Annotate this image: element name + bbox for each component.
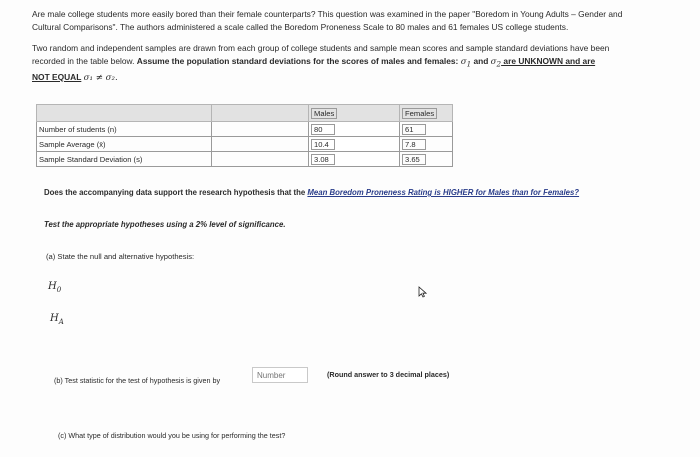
males-value bbox=[309, 137, 400, 152]
males-sd: 3.08 bbox=[311, 154, 335, 165]
females-mean: 7.8 bbox=[402, 139, 426, 150]
sigma-2 bbox=[491, 57, 501, 67]
not-equal-expression: σ₁ ≠ σ₂. bbox=[83, 72, 118, 83]
sigma-1 bbox=[461, 57, 471, 67]
males-header-label: Males bbox=[311, 108, 337, 119]
males-n: 80 bbox=[311, 124, 335, 135]
research-question-prefix: Does the accompanying data support the research hypothesis that the bbox=[44, 188, 308, 197]
table-row bbox=[37, 122, 453, 137]
row-label: Sample Average (x̄) bbox=[37, 137, 212, 152]
table-spacer-cell bbox=[212, 137, 309, 152]
table-row bbox=[37, 152, 453, 167]
females-header-label: Females bbox=[402, 108, 437, 119]
part-a-label: (a) State the null and alternative hypothesis: bbox=[46, 252, 195, 261]
null-hypothesis[interactable] bbox=[48, 281, 61, 294]
males-value bbox=[309, 152, 400, 167]
sigma-1-sub: 1 bbox=[466, 59, 472, 69]
alternative-hypothesis[interactable] bbox=[50, 313, 64, 326]
table-header-spacer bbox=[212, 105, 309, 122]
row-label: Sample Standard Deviation (s) bbox=[37, 152, 212, 167]
alternative-hypothesis-sub: A bbox=[58, 318, 64, 326]
females-value bbox=[400, 137, 453, 152]
unknown-text: are UNKNOWN and are bbox=[501, 55, 596, 66]
assumption-text: Assume the population standard deviations for the scores of males and females: bbox=[136, 55, 461, 66]
null-hypothesis-sub: 0 bbox=[56, 286, 62, 294]
females-value bbox=[400, 152, 453, 167]
sigma-2-sub: 2 bbox=[496, 59, 502, 69]
table-spacer-cell bbox=[212, 122, 309, 137]
problem-intro bbox=[32, 8, 642, 84]
null-hypothesis-symbol: H bbox=[48, 281, 57, 292]
research-question bbox=[44, 188, 579, 197]
part-c-label: (c) What type of distribution would you be using for performing the test? bbox=[58, 431, 286, 440]
males-mean: 10.4 bbox=[311, 139, 335, 150]
table-header-males bbox=[309, 105, 400, 122]
sigma-1-symbol: σ bbox=[460, 56, 467, 67]
females-value bbox=[400, 122, 453, 137]
table-row bbox=[37, 137, 453, 152]
table-spacer-cell bbox=[212, 152, 309, 167]
rounding-hint: (Round answer to 3 decimal places) bbox=[327, 370, 450, 379]
research-question-hypothesis: Mean Boredom Proneness Rating is HIGHER for Males than for Females? bbox=[307, 188, 580, 197]
not-equal-text: NOT EQUAL bbox=[32, 71, 82, 82]
alternative-hypothesis-symbol: H bbox=[50, 313, 59, 324]
table-header-row bbox=[37, 105, 453, 122]
intro-paragraph-1: Are male college students more easily bored than their female counterparts? This question was examined in the paper "Boredom in Young Adults – Gender and Cultural Comparisons". The authors administered a scale called the Boredom Proneness Scale to 80 males and 61 females US college students. bbox=[32, 9, 623, 32]
table-header-empty bbox=[37, 105, 212, 122]
test-instruction: Test the appropriate hypotheses using a 2% level of significance. bbox=[44, 220, 286, 229]
females-sd: 3.65 bbox=[402, 154, 426, 165]
test-statistic-input[interactable] bbox=[252, 367, 308, 383]
intro-paragraph-2 bbox=[32, 42, 642, 84]
row-label: Number of students (n) bbox=[37, 122, 212, 137]
and-text: and bbox=[471, 55, 491, 66]
mouse-cursor-icon bbox=[418, 286, 427, 298]
data-table bbox=[36, 104, 453, 167]
table-header-females bbox=[400, 105, 453, 122]
females-n: 61 bbox=[402, 124, 426, 135]
sigma-2-symbol: σ bbox=[490, 56, 497, 67]
part-b-label: (b) Test statistic for the test of hypothesis is given by bbox=[54, 376, 221, 385]
males-value bbox=[309, 122, 400, 137]
intro-paragraph-2-text: Two random and independent samples are drawn from each group of college students and sample mean scores and sample standard deviations have been recorded in the table below. bbox=[32, 43, 610, 66]
